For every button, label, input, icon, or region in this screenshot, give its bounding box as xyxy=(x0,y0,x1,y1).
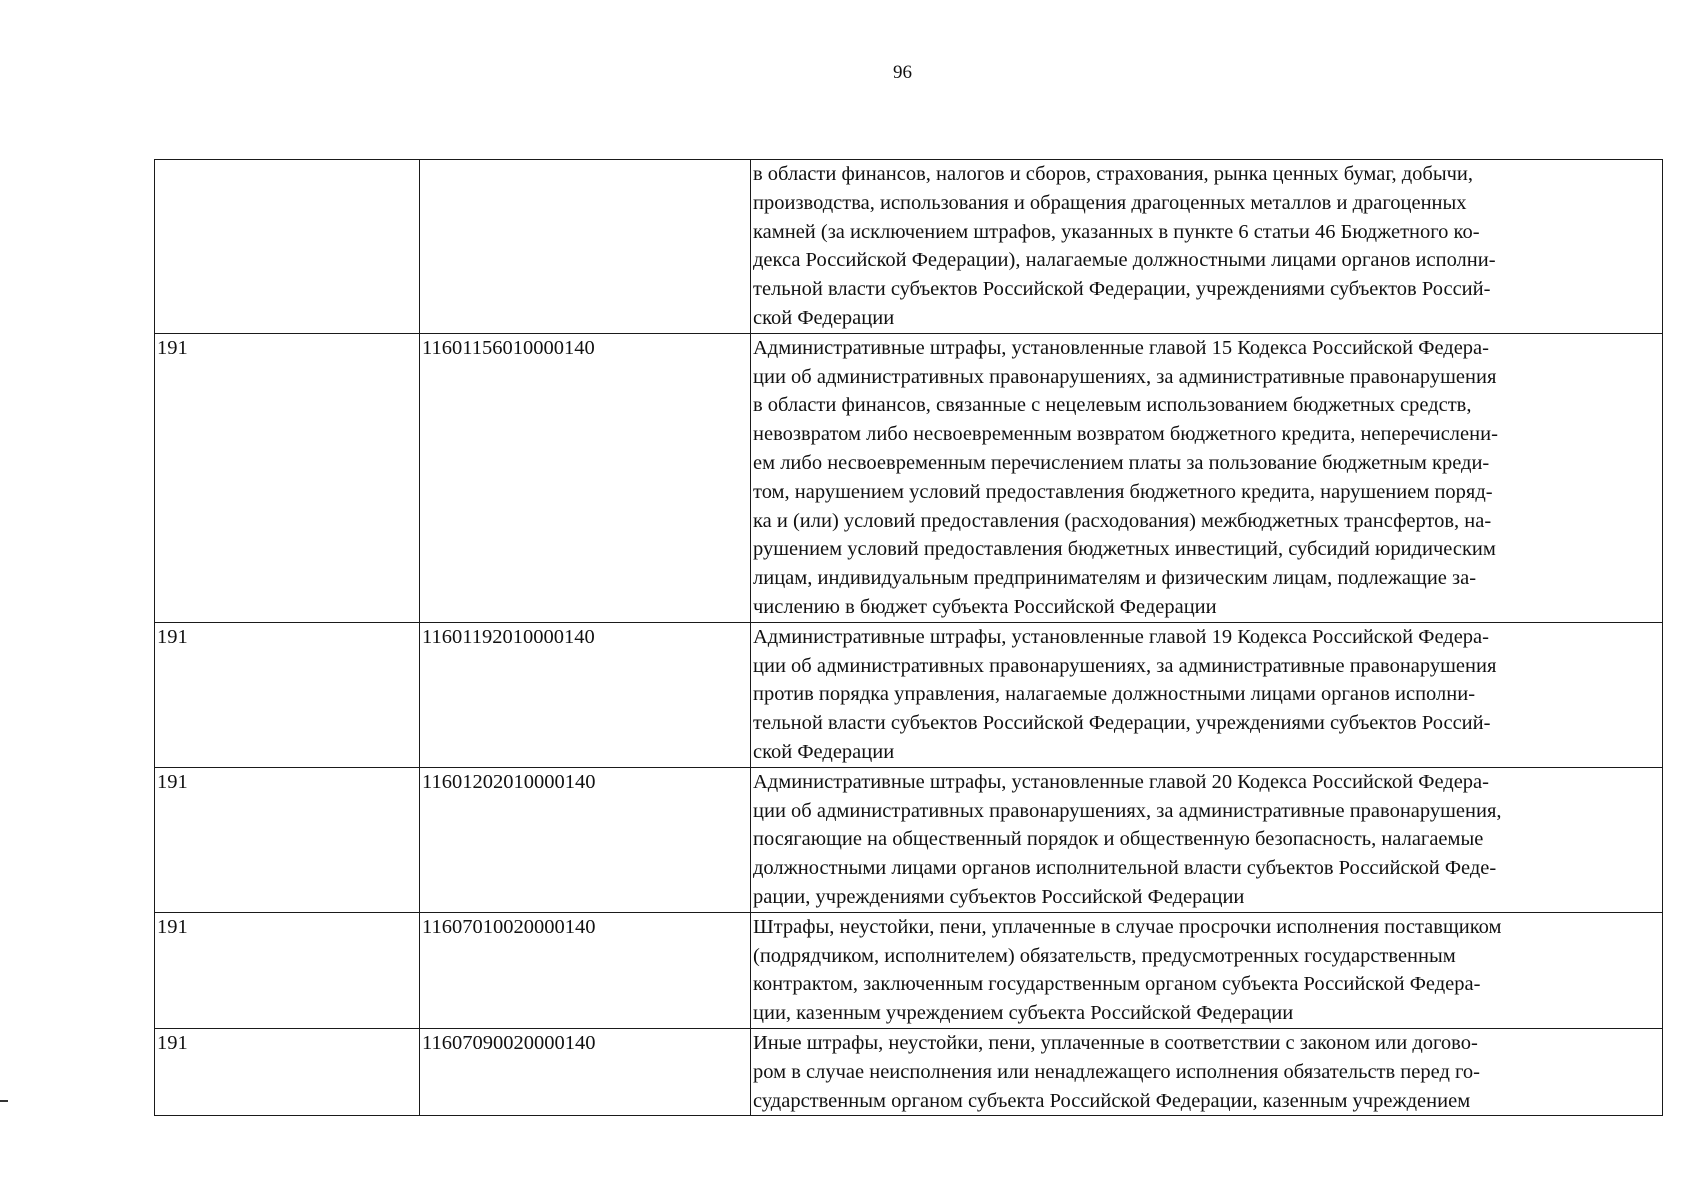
description-line: ка и (или) условий предоставления (расходования) межбюджетных трансфертов, на- xyxy=(753,509,1492,532)
description-line: рации, учреждениями субъектов Российской Федерации xyxy=(753,885,1245,908)
description-line: (подрядчиком, исполнителем) обязательств, предусмотренных государственным xyxy=(753,944,1456,967)
description-line: должностными лицами органов исполнительной власти субъектов Российской Феде- xyxy=(753,857,1497,880)
budget-classification-code-cell: 11607010020000140 xyxy=(420,912,751,1028)
description-line: ской Федерации xyxy=(753,740,895,763)
admin-code-cell: 191 xyxy=(155,767,420,912)
description-line: камней (за исключением штрафов, указанных в пункте 6 статьи 46 Бюджетного ко- xyxy=(753,220,1480,243)
description-line: декса Российской Федерации), налагаемые должностными лицами органов исполни- xyxy=(753,249,1496,272)
description-line: Административные штрафы, установленные главой 19 Кодекса Российской Федера- xyxy=(753,625,1489,648)
admin-code-cell: 191 xyxy=(155,1028,420,1115)
table-row xyxy=(155,912,1663,1028)
revenue-description-cell xyxy=(751,622,1663,767)
description-line: ции об административных правонарушениях, за административные правонарушения xyxy=(753,654,1497,677)
description-line: ской Федерации xyxy=(753,306,895,329)
budget-classification-code-cell: 11601156010000140 xyxy=(420,333,751,622)
description-line: посягающие на общественный порядок и общественную безопасность, налагаемые xyxy=(753,828,1484,851)
description-line: против порядка управления, налагаемые должностными лицами органов исполни- xyxy=(753,683,1476,706)
description-line: ции об административных правонарушениях, за административные правонарушения xyxy=(753,365,1497,388)
description-line: том, нарушением условий предоставления бюджетного кредита, нарушением поряд- xyxy=(753,480,1493,503)
revenue-description-cell xyxy=(751,767,1663,912)
table-body xyxy=(155,160,1663,1116)
budget-classification-code-cell: 11601202010000140 xyxy=(420,767,751,912)
budget-classification-code-cell xyxy=(420,160,751,334)
description-line: Административные штрафы, установленные главой 20 Кодекса Российской Федера- xyxy=(753,770,1489,793)
table-row xyxy=(155,333,1663,622)
description-line: ции, казенным учреждением субъекта Российской Федерации xyxy=(753,1002,1294,1025)
description-line: тельной власти субъектов Российской Федерации, учреждениями субъектов Россий- xyxy=(753,278,1491,301)
description-line: сударственным органом субъекта Российской Федерации, казенным учреждением xyxy=(753,1089,1471,1112)
description-line: в области финансов, связанные с нецелевым использованием бюджетных средств, xyxy=(753,394,1472,417)
description-line: невозвратом либо несвоевременным возвратом бюджетного кредита, неперечислени- xyxy=(753,423,1498,446)
description-line: Иные штрафы, неустойки, пени, уплаченные в соответствии с законом или догово- xyxy=(753,1031,1478,1054)
description-line: числению в бюджет субъекта Российской Федерации xyxy=(753,595,1217,618)
admin-code-cell: 191 xyxy=(155,333,420,622)
revenue-description-cell xyxy=(751,333,1663,622)
budget-codes-table xyxy=(154,159,1663,1116)
page-number: 96 xyxy=(893,62,912,83)
description-line: ции об административных правонарушениях, за административные правонарушения, xyxy=(753,799,1502,822)
description-line: лицам, индивидуальным предпринимателям и физическим лицам, подлежащие за- xyxy=(753,567,1477,590)
table-row xyxy=(155,622,1663,767)
description-line: рушением условий предоставления бюджетных инвестиций, субсидий юридическим xyxy=(753,538,1496,561)
revenue-description-cell xyxy=(751,160,1663,334)
description-line: в области финансов, налогов и сборов, страхования, рынка ценных бумаг, добычи, xyxy=(753,163,1473,185)
revenue-description-cell xyxy=(751,912,1663,1028)
table-row xyxy=(155,160,1663,334)
admin-code-cell xyxy=(155,160,420,334)
description-line: производства, использования и обращения драгоценных металлов и драгоценных xyxy=(753,191,1467,214)
description-line: ем либо несвоевременным перечислением платы за пользование бюджетным креди- xyxy=(753,451,1490,474)
admin-code-cell: 191 xyxy=(155,622,420,767)
table-row xyxy=(155,1028,1663,1115)
description-line: Административные штрафы, установленные главой 15 Кодекса Российской Федера- xyxy=(753,336,1489,359)
margin-mark xyxy=(0,1100,8,1102)
budget-classification-code-cell: 11607090020000140 xyxy=(420,1028,751,1115)
revenue-description-cell xyxy=(751,1028,1663,1115)
admin-code-cell: 191 xyxy=(155,912,420,1028)
description-line: тельной власти субъектов Российской Федерации, учреждениями субъектов Россий- xyxy=(753,712,1491,735)
description-line: контрактом, заключенным государственным органом субъекта Российской Федера- xyxy=(753,973,1481,996)
table-row xyxy=(155,767,1663,912)
description-line: Штрафы, неустойки, пени, уплаченные в случае просрочки исполнения поставщиком xyxy=(753,915,1502,938)
budget-classification-code-cell: 11601192010000140 xyxy=(420,622,751,767)
description-line: ром в случае неисполнения или ненадлежащего исполнения обязательств перед го- xyxy=(753,1060,1480,1083)
